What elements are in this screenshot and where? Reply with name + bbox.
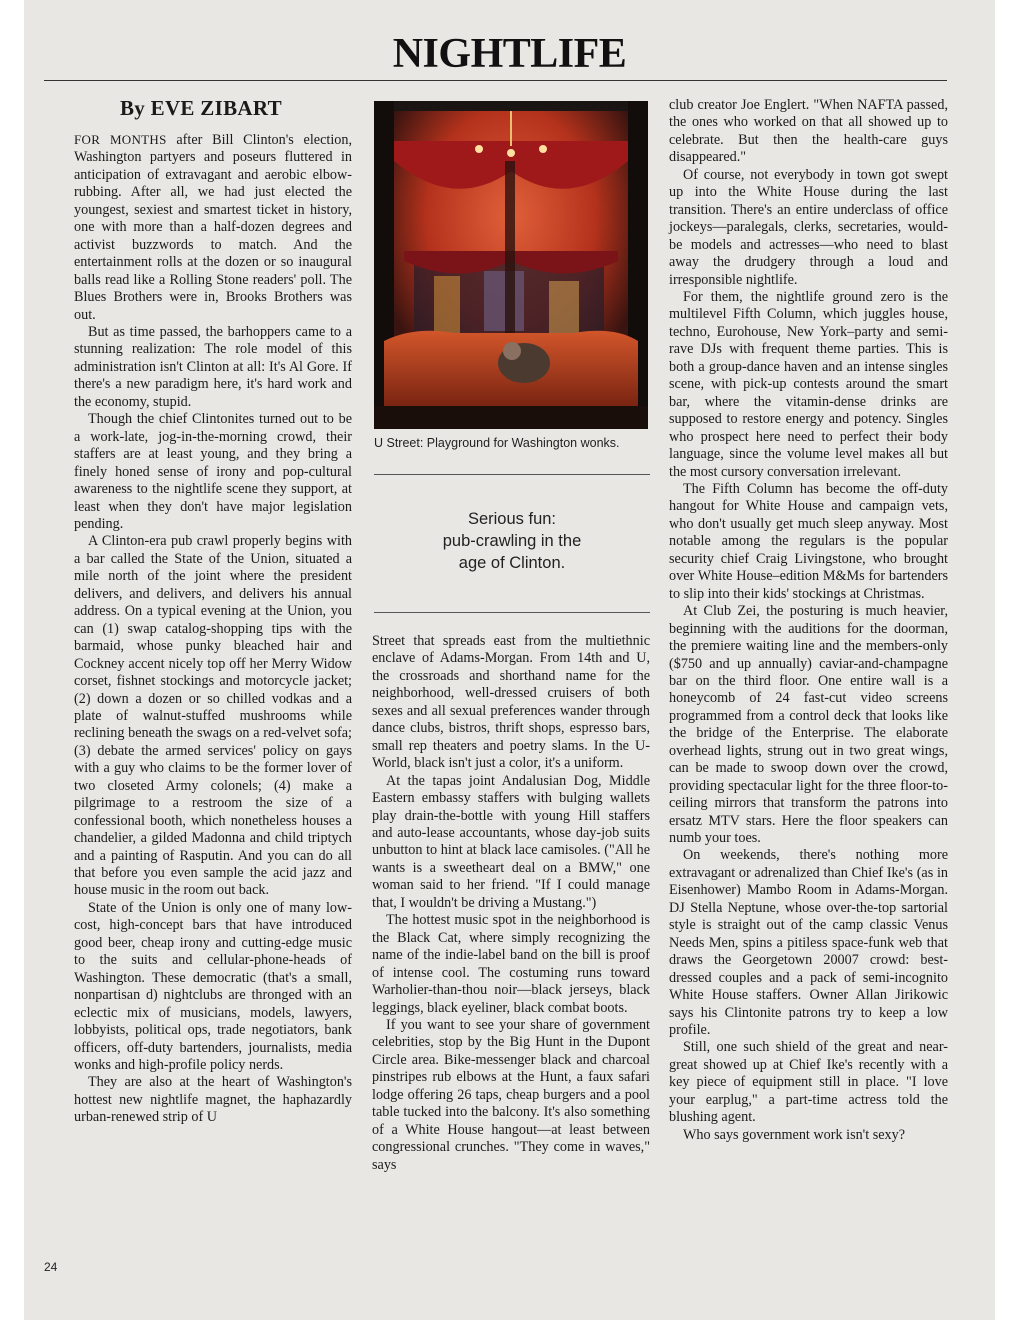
paragraph: State of the Union is only one of many low-cost, high-concept bars that have introduced good beer, cheap irony and cutting-edge music to the suits and cellular-phone-heads of Washington. These democratic (that's a small, nonpartisan d) nightclubs are thronged with an eclectic mix of musicians, models, lawyers, lobbyists, political ops, trade negotiators, bank officers, off-duty bartenders, journalists, media wonks and high-profile policy nerds. <box>74 899 352 1074</box>
caption-rule <box>374 474 650 475</box>
pull-quote-rule <box>374 612 650 613</box>
paragraph: For them, the nightlife ground zero is the multilevel Fifth Column, which juggles house, techno, Eurohouse, New York–party and semi-rave DJs with frequent theme parties. This is both a group-dance haven and an intense singles scene, with pick-up contests around the smart bar, where the vitamin-dense drinks are supposed to restore energy and potency. Singles who prospect here need to perfect their body language, since the volume level makes all but the most cursory conversation irrelevant. <box>669 288 948 480</box>
paragraph: A Clinton-era pub crawl properly begins with a bar called the State of the Union, situated a mile north of the joint where the president delivers, and delivers, and delivers his annual address. On a typical evening at the Union, you can (1) swap catalog-shopping tips with the barmaid, whose punky bleached hair and Cockney accent nicely top off her Merry Widow corset, fishnet stockings and motorcycle jacket; (2) down a dozen or so chilled vodkas and a plate of walnut-stuffed mushrooms while reclining beneath the swags on a red-velvet sofa; (3) debate the armed services' policy on gays with a guy who claims to be the former lover of two closeted Army colonels; (4) make a pilgrimage to a restroom the size of a confessional booth, which nonetheless houses a chandelier, a gilded Madonna and child triptych and a painting of Rasputin. And you can do all that before you even sample the acid jazz and house music in the room out back. <box>74 533 352 899</box>
header-rule <box>44 80 947 81</box>
paragraph: The hottest music spot in the neighborhood is the Black Cat, where simply recognizing the name of the indie-label band on the bill is proof of intense cool. The costuming runs toward Warholier-than-thou noir—black jerseys, black leggings, black eyeliner, black combat boots. <box>372 912 650 1016</box>
pull-quote-line: pub-crawling in the <box>442 532 582 550</box>
paragraph: Though the chief Clintonites turned out to be a work-late, jog-in-the-morning crowd, their staffers are at least young, and they bring a finely honed sense of irony and pop-cultural awareness to the nightlife scene they support, at least when they don't have major legislation pending. <box>74 411 352 532</box>
article-photo <box>374 101 648 429</box>
magazine-page <box>24 0 995 1320</box>
paragraph: If you want to see your share of government celebrities, stop by the Big Hunt in the Dupont Circle area. Bike-messenger black and charcoal pinstripes rub elbows at the Hunt, a faux safari lodge offering 26 taps, cheap burgers and a pool table tucked into the balcony. It's also something of a White House hangout—at least between congressional crunches. "They come in waves," says <box>372 1016 650 1173</box>
paragraph: FOR MONTHS after Bill Clinton's election, Washington partyers and poseurs fluttered in anticipation of extravagant and aerobic elbow-rubbing. After all, we had just elected the youngest, sexiest and smartest ticket in history, one with more than a half-dozen degrees and activist buzzwords to match. And the entertainment rolls at the dozen or so inaugural balls read like a Rolling Stone readers' poll. The Blues Brothers were in, Brooks Brothers was out. <box>74 132 352 323</box>
paragraph: At Club Zei, the posturing is much heavier, beginning with the auditions for the doorman, the premiere waiting line and the members-only ($750 and up annually) caviar-and-champagne bar on the third floor. One entire wall is a honeycomb of 24 fast-cut video screens programmed from a control deck that looks like the bridge of the Enterprise. The elaborate overhead lights, strung out in two great wings, can be made to swoop down over the crowd, providing spectacular light for the three floor-to-ceiling mirrors that transform the patrons into ersatz MTV stars. Here the floor speakers can numb your toes. <box>669 603 948 847</box>
paragraph: Street that spreads east from the multiethnic enclave of Adams-Morgan. From 14th and U, the crossroads and shorthand name for the neighborhood, well-dressed cruisers of both sexes and all sexual preferences wander through dance clubs, bistros, thrift shops, espresso bars, small rep theaters and poetry slams. In the U-World, black isn't just a color, it's a uniform. <box>372 633 650 772</box>
pull-quote-line: Serious fun: <box>467 510 557 528</box>
byline: By EVE ZIBART <box>120 96 282 120</box>
article-column-1 <box>74 131 352 1127</box>
paragraph: Still, one such shield of the great and near-great showed up at Chief Ike's recently with a key piece of equipment still in place. "I love your earplug," a part-time actress told the blushing agent. <box>669 1039 948 1126</box>
section-title: NIGHTLIFE <box>392 31 627 77</box>
paragraph: At the tapas joint Andalusian Dog, Middle Eastern embassy staffers with bulging wallets play drain-the-bottle with young Hill staffers and auto-lease accountants, whose day-job suits unbutton to hint at black lace camisoles. ("All he wants is a sweetheart deal on a BMW," one woman said to her friend. "If I could manage that, I wouldn't be driving a Mustang.") <box>372 772 650 911</box>
article-column-2 <box>372 633 650 1174</box>
page-number: 24 <box>44 1260 58 1274</box>
u-street-window-photo <box>374 101 648 429</box>
paragraph: They are also at the heart of Washington's hottest new nightlife magnet, the haphazardly urban-renewed strip of U <box>74 1074 352 1126</box>
paragraph: club creator Joe Englert. "When NAFTA passed, the ones who worked on that all showed up to celebrate. But then the health-care guys disappeared." <box>669 97 948 166</box>
paragraph: But as time passed, the barhoppers came to a stunning realization: The role model of this administration isn't Clinton at all: It's Al Gore. If there's a new paradigm here, it's hard work and the economy, stupid. <box>74 323 352 410</box>
paragraph: The Fifth Column has become the off-duty hangout for White House and campaign vets, who don't usually get much sleep anyway. Most notable among the regulars is the popular security chief Craig Livingstone, who brought over White House–edition M&Ms for bartenders to slip into their kids' stockings at Christmas. <box>669 480 948 602</box>
pull-quote-line: age of Clinton. <box>458 554 566 572</box>
paragraph: On weekends, there's nothing more extravagant or adrenalized than Chief Ike's (as in Eisenhower) Mambo Room in Adams-Morgan. DJ Stella Neptune, whose over-the-top sartorial style is straight out of the camp classic Venus Needs Men, spins a pitiless space-funk web that draws the Georgetown 20007 crowd: best-dressed couples and a pack of semi-incognito White House staffers. Owner Allan Jirikowic says his Clintonite patrons try to keep a low profile. <box>669 847 948 1039</box>
paragraph: Of course, not everybody in town got swept up into the White House during the last transition. There's an entire underclass of office jockeys—paralegals, clerks, secretaries, would-be models and actresses—who need to blast away the drudgery through a loud and irresponsible nightlife. <box>669 166 948 288</box>
paragraph: Who says government work isn't sexy? <box>683 1126 906 1143</box>
photo-caption: U Street: Playground for Washington wonks. <box>374 436 620 450</box>
article-column-3 <box>669 97 948 1144</box>
pull-quote <box>374 508 650 574</box>
lead-in: FOR MONTHS <box>74 132 167 147</box>
